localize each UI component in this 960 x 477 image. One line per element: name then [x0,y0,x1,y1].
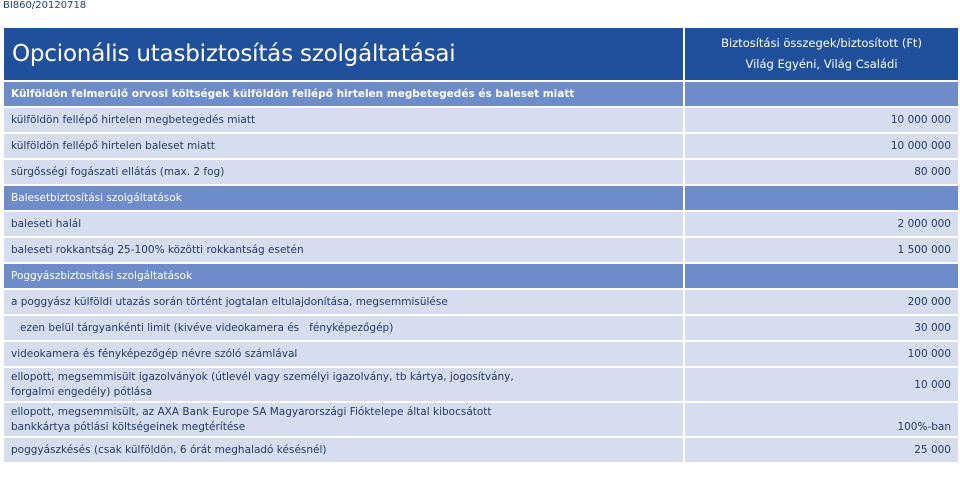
row-label [4,403,685,436]
row-label: sürgősségi fogászati ellátás (max. 2 fog) [4,160,685,184]
table-row [4,212,958,238]
amount-header-line2: Világ Egyéni, Világ Családi [745,57,898,71]
table-row [4,342,958,368]
table-row [4,368,958,403]
section-value-empty [685,82,958,106]
section-accident [4,186,958,212]
section-label: Balesetbiztosítási szolgáltatások [4,186,685,210]
row-value: 10 000 000 [890,114,951,126]
row-label-line1: ellopott, megsemmisült, az AXA Bank Europe SA Magyarországi Fióktelepe által kibocsátott [11,405,492,418]
row-label: külföldön fellépő hirtelen baleset miatt [4,134,685,158]
row-label: a poggyász külföldi utazás során történt jogtalan eltulajdonítása, megsemmisülése [4,290,685,314]
section-medical [4,82,958,108]
section-value-empty [685,264,958,288]
insurance-table [4,28,958,464]
row-value: 25 000 [914,444,951,456]
table-row [4,290,958,316]
row-value: 1 500 000 [897,244,951,256]
row-label: videokamera és fényképezőgép névre szóló számlával [4,342,685,366]
row-label-line2: forgalmi engedély) pótlása [11,385,153,398]
row-label-line2: bankkártya pótlási költségeinek megtérítése [11,420,246,433]
section-value-empty [685,186,958,210]
row-value: 100%-ban [897,421,951,433]
amount-column-header [685,28,958,80]
table-row [4,108,958,134]
row-label: ezen belül tárgyankénti limit (kivéve videokamera és fényképezőgép) [4,316,685,340]
table-row [4,438,958,464]
section-luggage [4,264,958,290]
row-value: 10 000 [914,378,951,391]
row-label: külföldön fellépő hirtelen megbetegedés miatt [4,108,685,132]
table-row [4,160,958,186]
row-label: baleseti halál [4,212,685,236]
table-row [4,238,958,264]
row-value: 200 000 [907,296,951,308]
row-value: 100 000 [907,348,951,360]
table-row [4,403,958,438]
row-label: poggyászkésés (csak külföldön, 6 órát meghaladó késésnél) [4,438,685,462]
section-label: Külföldön felmerülő orvosi költségek külföldön fellépő hirtelen megbetegedés és baleset miatt [4,82,685,106]
table-header [4,28,958,82]
page-title: Opcionális utasbiztosítás szolgáltatásai [4,28,685,80]
row-label: baleseti rokkantság 25-100% közötti rokkantság esetén [4,238,685,262]
amount-header-line1: Biztosítási összegek/biztosított (Ft) [721,36,922,50]
table-row [4,134,958,160]
row-value: 80 000 [914,166,951,178]
document-code: BI860/20120718 [3,0,87,11]
table-row [4,316,958,342]
row-value: 10 000 000 [890,140,951,152]
row-label-line1: ellopott, megsemmisült igazolványok (útlevél vagy személyi igazolvány, tb kártya, jogosítvány, [11,370,514,383]
section-label: Poggyászbiztosítási szolgáltatások [4,264,685,288]
row-value: 2 000 000 [897,218,951,230]
row-value: 30 000 [914,322,951,334]
row-label [4,368,685,401]
